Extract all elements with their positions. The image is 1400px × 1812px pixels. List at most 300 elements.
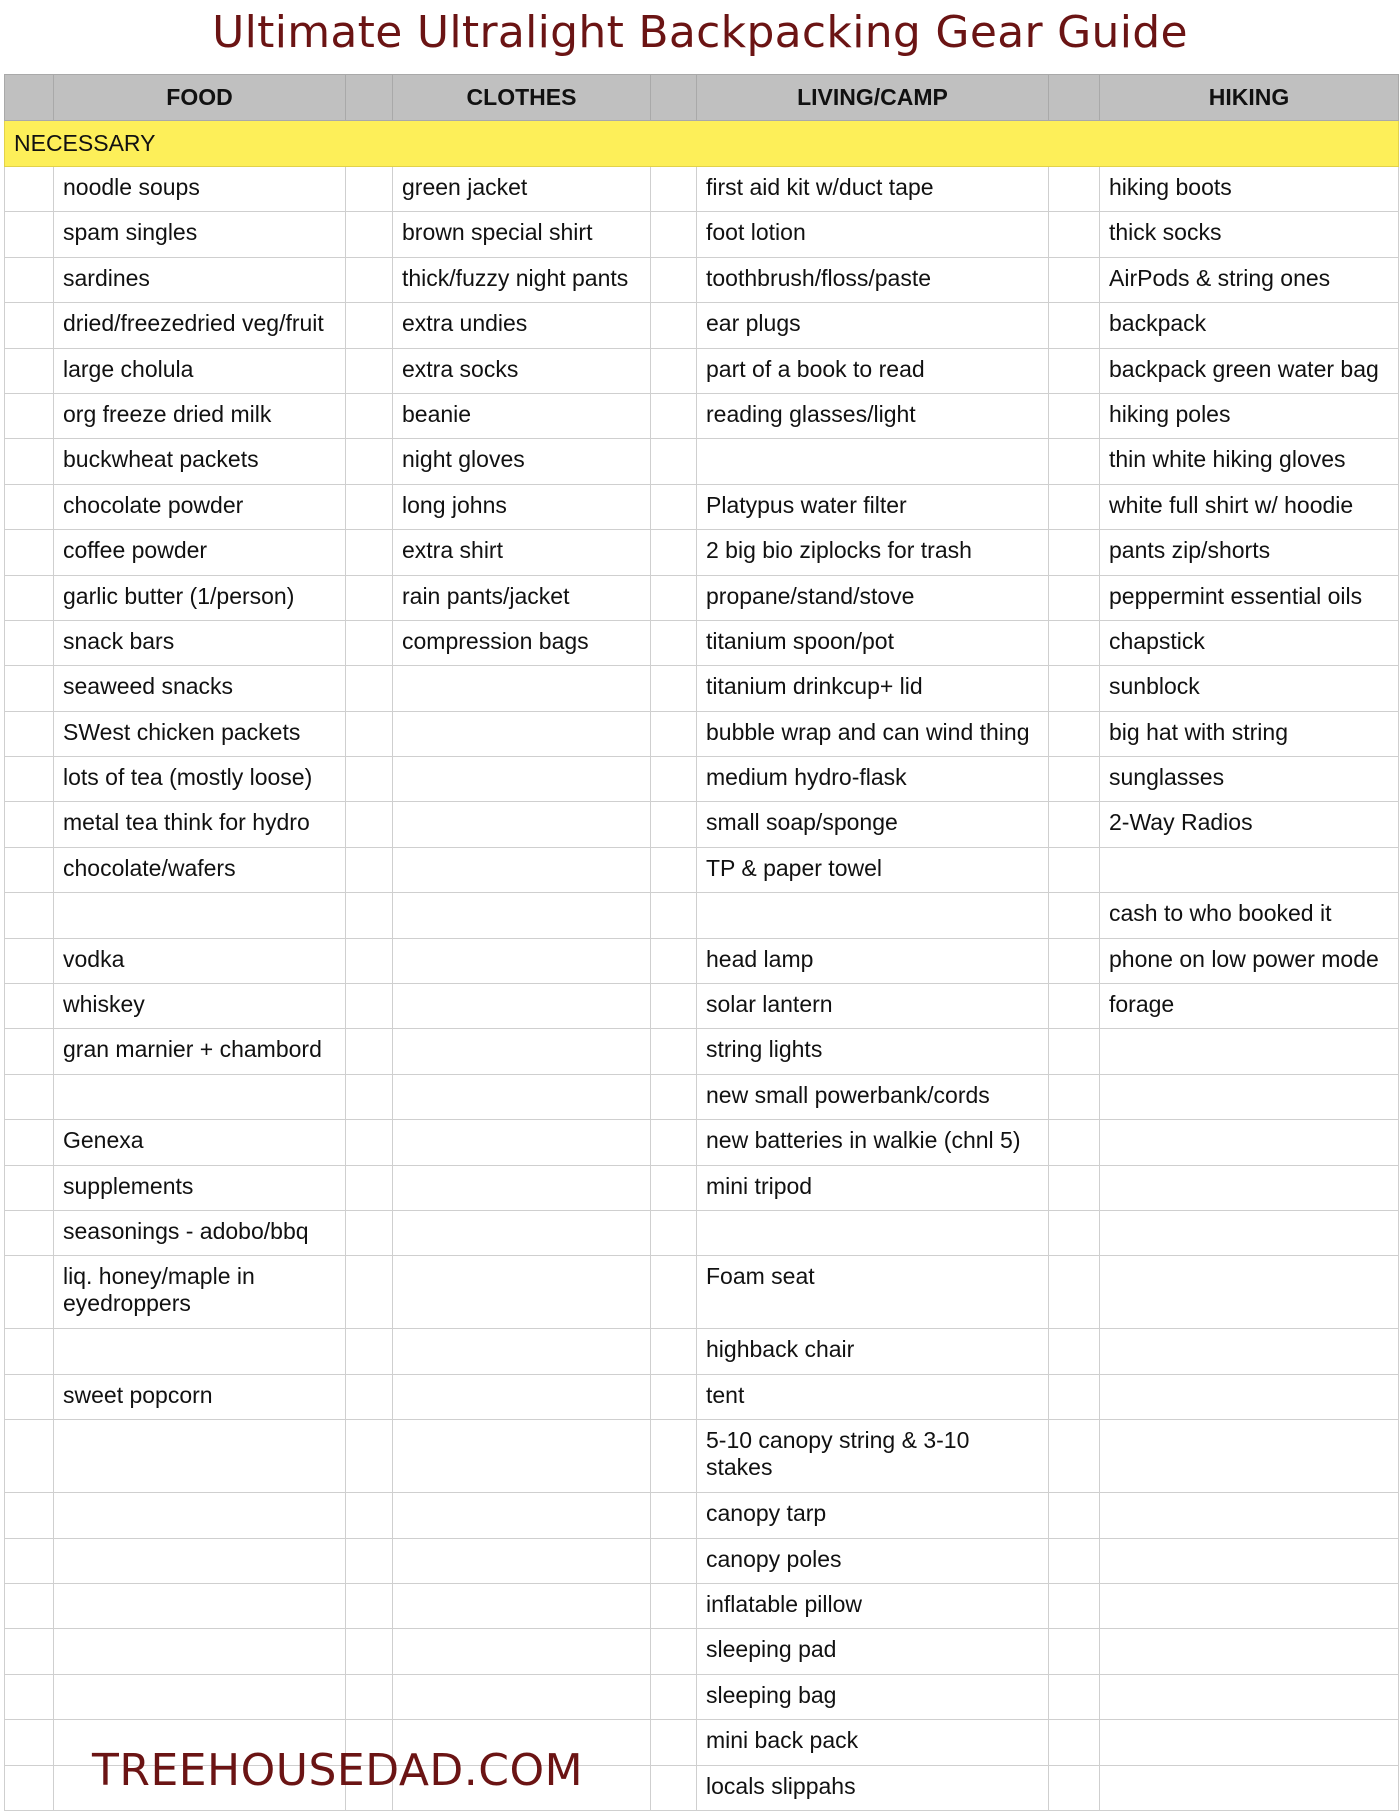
gutter-cell: [651, 938, 697, 983]
food-cell[interactable]: liq. honey/maple in eyedroppers: [54, 1256, 346, 1329]
gutter-cell: [346, 348, 393, 393]
hiking-cell[interactable]: peppermint essential oils: [1100, 575, 1399, 620]
gutter-cell: [651, 1329, 697, 1374]
gutter-cell: [5, 893, 54, 938]
gutter-cell: [5, 1029, 54, 1074]
hiking-cell[interactable]: [1100, 1583, 1399, 1628]
living-camp-cell[interactable]: canopy poles: [697, 1538, 1049, 1583]
clothes-cell[interactable]: [393, 1674, 651, 1719]
gutter-cell: [1049, 666, 1100, 711]
food-cell[interactable]: [54, 1074, 346, 1119]
living-camp-cell[interactable]: highback chair: [697, 1329, 1049, 1374]
living-camp-cell[interactable]: bubble wrap and can wind thing: [697, 711, 1049, 756]
gutter-cell: [346, 393, 393, 438]
header-hiking[interactable]: HIKING: [1100, 75, 1399, 121]
gutter-cell: [1049, 1493, 1100, 1538]
gutter-cell: [5, 757, 54, 802]
living-camp-cell[interactable]: TP & paper towel: [697, 847, 1049, 892]
table-row: [5, 1629, 1399, 1674]
clothes-cell[interactable]: [393, 893, 651, 938]
gutter-cell: [346, 893, 393, 938]
hiking-cell[interactable]: pants zip/shorts: [1100, 530, 1399, 575]
gutter-cell: [5, 1720, 54, 1765]
food-cell[interactable]: buckwheat packets: [54, 439, 346, 484]
food-cell[interactable]: [54, 1329, 346, 1374]
gutter-cell: [346, 1374, 393, 1419]
gutter-cell: [1049, 303, 1100, 348]
hiking-cell[interactable]: [1100, 1029, 1399, 1074]
food-cell[interactable]: seasonings - adobo/bbq: [54, 1210, 346, 1255]
gutter-cell: [1049, 757, 1100, 802]
clothes-cell[interactable]: [393, 847, 651, 892]
gutter-cell: [5, 439, 54, 484]
hiking-cell[interactable]: big hat with string: [1100, 711, 1399, 756]
gutter-cell: [1049, 984, 1100, 1029]
table-row: [5, 1674, 1399, 1719]
gutter-cell: [346, 1120, 393, 1165]
gutter-cell: [1049, 530, 1100, 575]
table-row: [5, 620, 1399, 665]
gutter-cell: [651, 984, 697, 1029]
clothes-cell[interactable]: rain pants/jacket: [393, 575, 651, 620]
clothes-cell[interactable]: [393, 757, 651, 802]
clothes-cell[interactable]: [393, 984, 651, 1029]
hiking-cell[interactable]: [1100, 1420, 1399, 1493]
gutter-cell: [651, 1765, 697, 1810]
gutter-cell: [1049, 575, 1100, 620]
living-camp-cell[interactable]: 5-10 canopy string & 3-10 stakes: [697, 1420, 1049, 1493]
gutter-cell: [651, 484, 697, 529]
living-camp-cell[interactable]: first aid kit w/duct tape: [697, 167, 1049, 212]
table-row: [5, 711, 1399, 756]
gutter-cell: [651, 666, 697, 711]
gutter-cell: [651, 1629, 697, 1674]
gutter-cell: [5, 575, 54, 620]
living-camp-cell[interactable]: medium hydro-flask: [697, 757, 1049, 802]
gutter-cell: [1049, 1029, 1100, 1074]
gutter-cell: [346, 1329, 393, 1374]
clothes-cell[interactable]: [393, 1329, 651, 1374]
gutter-cell: [346, 212, 393, 257]
gutter-cell: [651, 1720, 697, 1765]
gutter-cell: [651, 1420, 697, 1493]
table-row: [5, 1538, 1399, 1583]
gutter-cell: [651, 530, 697, 575]
hiking-cell[interactable]: [1100, 1629, 1399, 1674]
hiking-cell[interactable]: backpack green water bag: [1100, 348, 1399, 393]
gutter-cell: [651, 167, 697, 212]
clothes-cell[interactable]: [393, 1420, 651, 1493]
gutter-cell: [346, 257, 393, 302]
clothes-cell[interactable]: [393, 1493, 651, 1538]
clothes-cell[interactable]: [393, 1029, 651, 1074]
header-row: [5, 75, 1399, 121]
food-cell[interactable]: lots of tea (mostly loose): [54, 757, 346, 802]
hiking-cell[interactable]: thick socks: [1100, 212, 1399, 257]
living-camp-cell[interactable]: inflatable pillow: [697, 1583, 1049, 1628]
table-row: [5, 439, 1399, 484]
living-camp-cell[interactable]: canopy tarp: [697, 1493, 1049, 1538]
gutter-cell: [5, 1493, 54, 1538]
clothes-cell[interactable]: [393, 666, 651, 711]
living-camp-cell[interactable]: ear plugs: [697, 303, 1049, 348]
header-clothes[interactable]: CLOTHES: [393, 75, 651, 121]
gutter-cell: [346, 575, 393, 620]
living-camp-cell[interactable]: part of a book to read: [697, 348, 1049, 393]
gutter-cell: [1049, 1329, 1100, 1374]
food-cell[interactable]: vodka: [54, 938, 346, 983]
table-row: [5, 938, 1399, 983]
living-camp-cell[interactable]: sleeping pad: [697, 1629, 1049, 1674]
gutter-cell: [5, 1538, 54, 1583]
clothes-cell[interactable]: night gloves: [393, 439, 651, 484]
gutter-cell: [1049, 348, 1100, 393]
table-row: [5, 1029, 1399, 1074]
gutter-cell: [651, 802, 697, 847]
table-row: [5, 575, 1399, 620]
hiking-cell[interactable]: chapstick: [1100, 620, 1399, 665]
gutter-cell: [346, 439, 393, 484]
gutter-cell: [651, 1120, 697, 1165]
food-cell[interactable]: noodle soups: [54, 167, 346, 212]
gutter-cell: [5, 1629, 54, 1674]
living-camp-cell[interactable]: foot lotion: [697, 212, 1049, 257]
gutter-cell: [5, 75, 54, 121]
clothes-cell[interactable]: [393, 1583, 651, 1628]
gutter-cell: [346, 484, 393, 529]
gutter-cell: [5, 1765, 54, 1810]
living-camp-cell[interactable]: mini back pack: [697, 1720, 1049, 1765]
food-cell[interactable]: [54, 1493, 346, 1538]
food-cell[interactable]: org freeze dried milk: [54, 393, 346, 438]
living-camp-cell[interactable]: small soap/sponge: [697, 802, 1049, 847]
gutter-cell: [651, 1674, 697, 1719]
food-cell[interactable]: chocolate powder: [54, 484, 346, 529]
gutter-cell: [651, 303, 697, 348]
header-food[interactable]: FOOD: [54, 75, 346, 121]
food-cell[interactable]: spam singles: [54, 212, 346, 257]
food-cell[interactable]: whiskey: [54, 984, 346, 1029]
living-camp-cell[interactable]: mini tripod: [697, 1165, 1049, 1210]
gutter-cell: [651, 212, 697, 257]
food-cell[interactable]: [54, 1420, 346, 1493]
food-cell[interactable]: supplements: [54, 1165, 346, 1210]
food-cell[interactable]: dried/freezedried veg/fruit: [54, 303, 346, 348]
table-row: [5, 530, 1399, 575]
gutter-cell: [1049, 1074, 1100, 1119]
gutter-cell: [1049, 484, 1100, 529]
gutter-cell: [346, 1074, 393, 1119]
food-cell[interactable]: seaweed snacks: [54, 666, 346, 711]
hiking-cell[interactable]: [1100, 1538, 1399, 1583]
clothes-cell[interactable]: extra shirt: [393, 530, 651, 575]
food-cell[interactable]: sweet popcorn: [54, 1374, 346, 1419]
gutter-cell: [346, 802, 393, 847]
food-cell[interactable]: [54, 1629, 346, 1674]
hiking-cell[interactable]: [1100, 1374, 1399, 1419]
hiking-cell[interactable]: [1100, 1256, 1399, 1329]
table-row: [5, 1493, 1399, 1538]
gutter-cell: [5, 484, 54, 529]
living-camp-cell[interactable]: [697, 439, 1049, 484]
gutter-cell: [346, 1629, 393, 1674]
section-label[interactable]: NECESSARY: [5, 121, 1399, 167]
gutter-cell: [346, 1538, 393, 1583]
clothes-cell[interactable]: compression bags: [393, 620, 651, 665]
gutter-cell: [5, 257, 54, 302]
gutter-cell: [5, 1674, 54, 1719]
gutter-cell: [651, 75, 697, 121]
clothes-cell[interactable]: [393, 802, 651, 847]
gutter-cell: [346, 1583, 393, 1628]
gutter-cell: [651, 575, 697, 620]
gutter-cell: [651, 711, 697, 756]
gutter-cell: [346, 530, 393, 575]
clothes-cell[interactable]: long johns: [393, 484, 651, 529]
gutter-cell: [346, 1029, 393, 1074]
gutter-cell: [5, 1074, 54, 1119]
gutter-cell: [1049, 847, 1100, 892]
table-row: [5, 212, 1399, 257]
clothes-cell[interactable]: beanie: [393, 393, 651, 438]
living-camp-cell[interactable]: [697, 893, 1049, 938]
table-row: [5, 348, 1399, 393]
gutter-cell: [1049, 711, 1100, 756]
living-camp-cell[interactable]: reading glasses/light: [697, 393, 1049, 438]
food-cell[interactable]: metal tea think for hydro: [54, 802, 346, 847]
gutter-cell: [5, 1210, 54, 1255]
gutter-cell: [346, 75, 393, 121]
clothes-cell[interactable]: [393, 1210, 651, 1255]
gutter-cell: [5, 1256, 54, 1329]
table-row: [5, 666, 1399, 711]
hiking-cell[interactable]: [1100, 1074, 1399, 1119]
hiking-cell[interactable]: [1100, 1165, 1399, 1210]
gutter-cell: [1049, 620, 1100, 665]
clothes-cell[interactable]: extra undies: [393, 303, 651, 348]
gutter-cell: [346, 938, 393, 983]
living-camp-cell[interactable]: tent: [697, 1374, 1049, 1419]
table-row: [5, 1210, 1399, 1255]
hiking-cell[interactable]: AirPods & string ones: [1100, 257, 1399, 302]
gutter-cell: [1049, 802, 1100, 847]
living-camp-cell[interactable]: titanium drinkcup+ lid: [697, 666, 1049, 711]
food-cell[interactable]: Genexa: [54, 1120, 346, 1165]
gutter-cell: [1049, 212, 1100, 257]
gutter-cell: [651, 620, 697, 665]
food-cell[interactable]: coffee powder: [54, 530, 346, 575]
gutter-cell: [346, 1493, 393, 1538]
gutter-cell: [346, 1420, 393, 1493]
living-camp-cell[interactable]: Foam seat: [697, 1256, 1049, 1329]
gutter-cell: [5, 802, 54, 847]
table-row: [5, 1165, 1399, 1210]
gutter-cell: [5, 1120, 54, 1165]
hiking-cell[interactable]: [1100, 1329, 1399, 1374]
gutter-cell: [1049, 167, 1100, 212]
hiking-cell[interactable]: [1100, 847, 1399, 892]
gutter-cell: [5, 938, 54, 983]
food-cell[interactable]: garlic butter (1/person): [54, 575, 346, 620]
clothes-cell[interactable]: [393, 1374, 651, 1419]
hiking-cell[interactable]: hiking boots: [1100, 167, 1399, 212]
clothes-cell[interactable]: [393, 1074, 651, 1119]
living-camp-cell[interactable]: 2 big bio ziplocks for trash: [697, 530, 1049, 575]
living-camp-cell[interactable]: new batteries in walkie (chnl 5): [697, 1120, 1049, 1165]
gutter-cell: [1049, 1420, 1100, 1493]
site-watermark: TREEHOUSEDAD.COM: [92, 1745, 584, 1796]
living-camp-cell[interactable]: [697, 1210, 1049, 1255]
gutter-cell: [1049, 1120, 1100, 1165]
living-camp-cell[interactable]: toothbrush/floss/paste: [697, 257, 1049, 302]
gutter-cell: [5, 1374, 54, 1419]
living-camp-cell[interactable]: sleeping bag: [697, 1674, 1049, 1719]
gutter-cell: [1049, 893, 1100, 938]
clothes-cell[interactable]: [393, 1538, 651, 1583]
hiking-cell[interactable]: 2-Way Radios: [1100, 802, 1399, 847]
gutter-cell: [5, 393, 54, 438]
food-cell[interactable]: snack bars: [54, 620, 346, 665]
clothes-cell[interactable]: [393, 938, 651, 983]
gutter-cell: [346, 711, 393, 756]
gutter-cell: [651, 757, 697, 802]
hiking-cell[interactable]: cash to who booked it: [1100, 893, 1399, 938]
gutter-cell: [1049, 1674, 1100, 1719]
clothes-cell[interactable]: [393, 711, 651, 756]
gutter-cell: [346, 1165, 393, 1210]
living-camp-cell[interactable]: locals slippahs: [697, 1765, 1049, 1810]
gutter-cell: [1049, 257, 1100, 302]
page-title: Ultimate Ultralight Backpacking Gear Guide: [212, 7, 1188, 58]
hiking-cell[interactable]: white full shirt w/ hoodie: [1100, 484, 1399, 529]
table-row: [5, 257, 1399, 302]
food-cell[interactable]: [54, 1583, 346, 1628]
gutter-cell: [5, 666, 54, 711]
clothes-cell[interactable]: extra socks: [393, 348, 651, 393]
hiking-cell[interactable]: [1100, 1765, 1399, 1810]
gutter-cell: [1049, 1256, 1100, 1329]
gutter-cell: [1049, 1165, 1100, 1210]
gutter-cell: [1049, 1538, 1100, 1583]
hiking-cell[interactable]: sunglasses: [1100, 757, 1399, 802]
gutter-cell: [1049, 1629, 1100, 1674]
table-row: [5, 757, 1399, 802]
gutter-cell: [651, 348, 697, 393]
gutter-cell: [5, 1329, 54, 1374]
table-row: [5, 303, 1399, 348]
clothes-cell[interactable]: brown special shirt: [393, 212, 651, 257]
gutter-cell: [346, 1674, 393, 1719]
table-row: [5, 847, 1399, 892]
hiking-cell[interactable]: forage: [1100, 984, 1399, 1029]
gutter-cell: [346, 167, 393, 212]
hiking-cell[interactable]: thin white hiking gloves: [1100, 439, 1399, 484]
gear-table: [4, 74, 1399, 1811]
food-cell[interactable]: chocolate/wafers: [54, 847, 346, 892]
table-row: [5, 1583, 1399, 1628]
food-cell[interactable]: gran marnier + chambord: [54, 1029, 346, 1074]
gutter-cell: [651, 1074, 697, 1119]
food-cell[interactable]: [54, 1538, 346, 1583]
table-row: [5, 1374, 1399, 1419]
table-row: [5, 1420, 1399, 1493]
gutter-cell: [1049, 75, 1100, 121]
food-cell[interactable]: [54, 893, 346, 938]
table-row: [5, 167, 1399, 212]
gutter-cell: [5, 530, 54, 575]
gutter-cell: [5, 167, 54, 212]
hiking-cell[interactable]: sunblock: [1100, 666, 1399, 711]
hiking-cell[interactable]: backpack: [1100, 303, 1399, 348]
hiking-cell[interactable]: [1100, 1720, 1399, 1765]
header-living-camp[interactable]: LIVING/CAMP: [697, 75, 1049, 121]
clothes-cell[interactable]: [393, 1629, 651, 1674]
gutter-cell: [1049, 1583, 1100, 1628]
food-cell[interactable]: [54, 1674, 346, 1719]
food-cell[interactable]: large cholula: [54, 348, 346, 393]
living-camp-cell[interactable]: solar lantern: [697, 984, 1049, 1029]
clothes-cell[interactable]: thick/fuzzy night pants: [393, 257, 651, 302]
hiking-cell[interactable]: [1100, 1210, 1399, 1255]
table-row: [5, 893, 1399, 938]
table-row: [5, 802, 1399, 847]
table-row: [5, 1074, 1399, 1119]
hiking-cell[interactable]: [1100, 1120, 1399, 1165]
food-cell[interactable]: SWest chicken packets: [54, 711, 346, 756]
hiking-cell[interactable]: [1100, 1493, 1399, 1538]
living-camp-cell[interactable]: Platypus water filter: [697, 484, 1049, 529]
gutter-cell: [651, 1256, 697, 1329]
living-camp-cell[interactable]: propane/stand/stove: [697, 575, 1049, 620]
gutter-cell: [651, 847, 697, 892]
gutter-cell: [651, 1029, 697, 1074]
food-cell[interactable]: sardines: [54, 257, 346, 302]
table-row: [5, 984, 1399, 1029]
gutter-cell: [5, 847, 54, 892]
gutter-cell: [5, 303, 54, 348]
hiking-cell[interactable]: phone on low power mode: [1100, 938, 1399, 983]
gutter-cell: [5, 212, 54, 257]
table-row: [5, 393, 1399, 438]
gutter-cell: [5, 620, 54, 665]
hiking-cell[interactable]: hiking poles: [1100, 393, 1399, 438]
gutter-cell: [1049, 1765, 1100, 1810]
hiking-cell[interactable]: [1100, 1674, 1399, 1719]
gutter-cell: [5, 1420, 54, 1493]
gutter-cell: [651, 1493, 697, 1538]
living-camp-cell[interactable]: new small powerbank/cords: [697, 1074, 1049, 1119]
living-camp-cell[interactable]: titanium spoon/pot: [697, 620, 1049, 665]
living-camp-cell[interactable]: head lamp: [697, 938, 1049, 983]
gutter-cell: [1049, 439, 1100, 484]
gutter-cell: [651, 257, 697, 302]
gutter-cell: [346, 847, 393, 892]
gutter-cell: [651, 1583, 697, 1628]
clothes-cell[interactable]: [393, 1165, 651, 1210]
clothes-cell[interactable]: [393, 1120, 651, 1165]
gutter-cell: [1049, 1720, 1100, 1765]
gutter-cell: [5, 984, 54, 1029]
gutter-cell: [651, 393, 697, 438]
living-camp-cell[interactable]: string lights: [697, 1029, 1049, 1074]
gutter-cell: [1049, 1210, 1100, 1255]
gutter-cell: [5, 1583, 54, 1628]
gutter-cell: [1049, 1374, 1100, 1419]
clothes-cell[interactable]: green jacket: [393, 167, 651, 212]
clothes-cell[interactable]: [393, 1256, 651, 1329]
table-row: [5, 484, 1399, 529]
table-row: [5, 1120, 1399, 1165]
